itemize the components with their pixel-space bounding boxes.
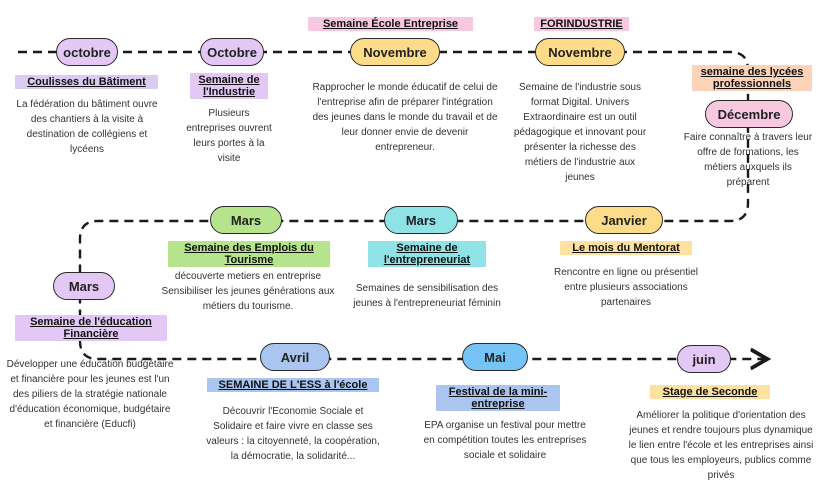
event-title-emplois-tourisme: Semaine des Emplois du Tourisme bbox=[168, 241, 330, 267]
event-desc-semaine-ecole-entreprise: Rapprocher le monde éducatif de celui de l'entreprise afin de préparer l'intégration des jeunes dans le monde du travail et de leur donner envie de devenir entrepreneur. bbox=[312, 82, 498, 153]
event-title-semaine-ecole-entreprise: Semaine École Entreprise bbox=[308, 17, 473, 31]
event-title-stage-seconde: Stage de Seconde bbox=[650, 385, 770, 399]
event-desc-stage-seconde: Améliorer la politique d'orientation des jeunes et rendre toujours plus dynamique le lien entre l'école et les entreprises ainsi que tous les employeurs, publics comme privés bbox=[628, 410, 814, 481]
month-pill-mai: Mai bbox=[462, 343, 528, 371]
event-desc-semaine-entrepreneuriat: Semaines de sensibilisation des jeunes à l'entrepreneuriat féminin bbox=[353, 283, 501, 309]
event-desc-forindustrie: Semaine de l'industrie sous format Digital. Univers Extraordinaire est un outil pédagogique et innovant pour présenter la richesse des métiers de l'industrie aux jeunes bbox=[513, 82, 647, 183]
event-title-mois-mentorat: Le mois du Mentorat bbox=[560, 241, 692, 255]
event-desc-coulisses-batiment: La fédération du bâtiment ouvre des chantiers à la visite à destination de collégiens et lycéens bbox=[16, 99, 158, 155]
month-pill-juin: juin bbox=[677, 345, 731, 373]
event-title-semaine-industrie: Semaine de l'Industrie bbox=[190, 73, 268, 99]
month-pill-decembre: Décembre bbox=[705, 100, 793, 128]
month-pill-octobre-1: octobre bbox=[56, 38, 118, 66]
month-pill-mars-2: Mars bbox=[210, 206, 282, 234]
event-desc-lycees-professionnels: Faire connaître à travers leur offre de formations, les métiers auxquels ils préparent bbox=[683, 132, 813, 188]
month-pill-janvier: Janvier bbox=[585, 206, 663, 234]
event-desc-emplois-tourisme: découverte metiers en entreprise Sensibiliser les jeunes générations aux métiers du tourisme. bbox=[161, 271, 335, 312]
event-title-education-financiere: Semaine de l'éducation Financière bbox=[15, 315, 167, 341]
event-title-lycees-professionnels: semaine des lycées professionnels bbox=[692, 65, 812, 91]
month-pill-avril: Avril bbox=[260, 343, 330, 371]
month-pill-mars-1: Mars bbox=[384, 206, 458, 234]
event-desc-mois-mentorat: Rencontre en ligne ou présentiel entre plusieurs associations partenaires bbox=[554, 267, 698, 308]
event-desc-ess-ecole: Découvrir l'Economie Sociale et Solidaire et faire vivre en classe ses valeurs : la citoyenneté, la coopération, la démocratie, la solidarité... bbox=[206, 406, 380, 462]
event-title-coulisses-batiment: Coulisses du Bâtiment bbox=[15, 75, 158, 89]
event-desc-education-financiere: Développer une éducation budgétaire et financière pour les jeunes est l'un des piliers de la stratégie nationale d'éducation économique, budgétaire et financière (Educfi) bbox=[6, 359, 174, 430]
event-title-semaine-entrepreneuriat: Semaine de l'entrepreneuriat bbox=[368, 241, 486, 267]
event-desc-festival-mini-entreprise: EPA organise un festival pour mettre en compétition toutes les entreprises sociale et solidaire bbox=[423, 420, 587, 461]
event-title-ess-ecole: SEMAINE DE L'ESS à l'école bbox=[207, 378, 379, 392]
month-pill-novembre-1: Novembre bbox=[350, 38, 440, 66]
month-pill-octobre-2: Octobre bbox=[200, 38, 264, 66]
month-pill-novembre-2: Novembre bbox=[535, 38, 625, 66]
month-pill-mars-3: Mars bbox=[53, 272, 115, 300]
event-title-festival-mini-entreprise: Festival de la mini-entreprise bbox=[436, 385, 560, 411]
event-desc-semaine-industrie: Plusieurs entreprises ouvrent leurs portes à la visite bbox=[186, 108, 272, 164]
event-title-forindustrie: FORINDUSTRIE bbox=[534, 17, 629, 31]
